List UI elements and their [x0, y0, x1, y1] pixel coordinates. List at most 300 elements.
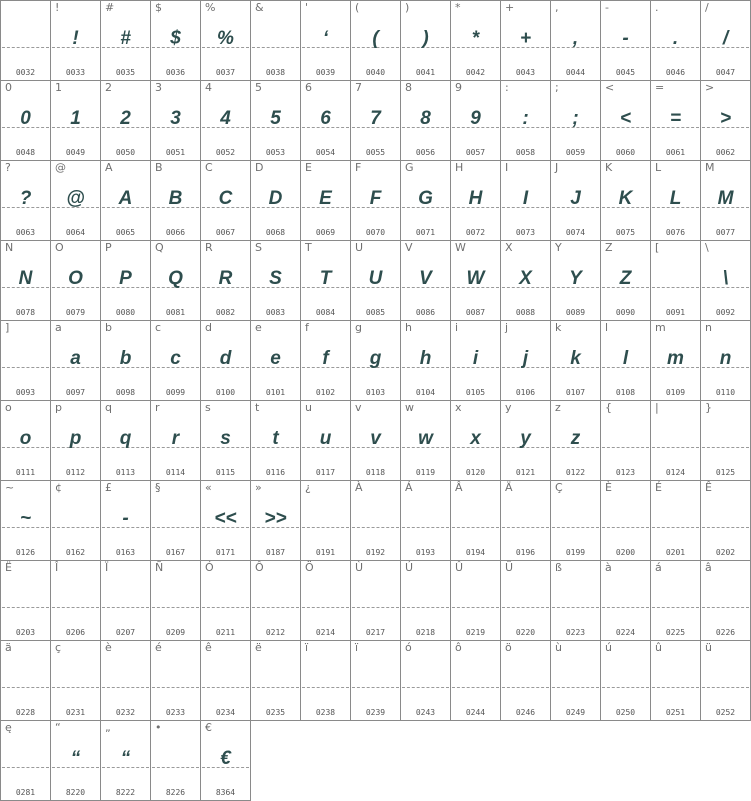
glyph-cell[interactable]: [51, 241, 101, 321]
glyph-cell[interactable]: [101, 721, 151, 801]
glyph-cell[interactable]: [351, 81, 401, 161]
glyph-cell[interactable]: [401, 481, 451, 561]
baseline-guide: [502, 527, 549, 528]
reference-character: G: [405, 161, 414, 174]
glyph-cell[interactable]: [301, 401, 351, 481]
character-code: 0211: [215, 628, 236, 637]
glyph-cell[interactable]: [551, 1, 601, 81]
glyph-cell[interactable]: [601, 81, 651, 161]
character-code: 0251: [665, 708, 686, 717]
glyph-cell[interactable]: [201, 401, 251, 481]
font-glyph: y: [520, 428, 531, 449]
glyph-cell[interactable]: [401, 401, 451, 481]
glyph-cell[interactable]: [101, 81, 151, 161]
glyph-cell[interactable]: [201, 1, 251, 81]
glyph-cell[interactable]: [601, 321, 651, 401]
baseline-guide: [452, 527, 499, 528]
glyph-cell[interactable]: [351, 1, 401, 81]
font-glyph: J: [570, 188, 581, 209]
reference-character: Ç: [555, 481, 563, 494]
glyph-cell[interactable]: [351, 321, 401, 401]
character-code: 0110: [715, 388, 736, 397]
glyph-cell[interactable]: [301, 161, 351, 241]
glyph-cell[interactable]: [701, 241, 751, 321]
glyph-cell[interactable]: [401, 241, 451, 321]
glyph-cell[interactable]: [501, 561, 551, 641]
font-glyph: D: [268, 188, 283, 209]
character-code: 0050: [115, 148, 136, 157]
glyph-cell[interactable]: [251, 401, 301, 481]
glyph-cell[interactable]: [151, 401, 201, 481]
reference-character: ä: [5, 641, 12, 654]
glyph-cell[interactable]: [51, 321, 101, 401]
character-code: 0107: [565, 388, 586, 397]
baseline-guide: [702, 447, 749, 448]
glyph-cell[interactable]: [351, 641, 401, 721]
glyph-cell[interactable]: [1, 561, 51, 641]
font-glyph: .: [672, 28, 679, 49]
glyph-cell[interactable]: [1, 321, 51, 401]
glyph-cell[interactable]: [101, 1, 151, 81]
glyph-cell[interactable]: [151, 81, 201, 161]
glyph-cell[interactable]: [601, 561, 651, 641]
glyph-cell[interactable]: [201, 321, 251, 401]
reference-character: N: [5, 241, 14, 254]
reference-character: D: [255, 161, 264, 174]
glyph-cell[interactable]: [1, 1, 51, 81]
baseline-guide: [402, 607, 449, 608]
reference-character: -: [605, 1, 609, 14]
character-code: 0223: [565, 628, 586, 637]
glyph-cell[interactable]: [51, 641, 101, 721]
reference-character: ê: [205, 641, 212, 654]
reference-character: b: [105, 321, 112, 334]
glyph-cell[interactable]: [401, 641, 451, 721]
glyph-cell[interactable]: [401, 161, 451, 241]
glyph-cell[interactable]: [651, 321, 701, 401]
glyph-cell[interactable]: [551, 561, 601, 641]
glyph-cell[interactable]: [401, 81, 451, 161]
glyph-cell[interactable]: [451, 481, 501, 561]
glyph-cell[interactable]: [101, 321, 151, 401]
character-code: 0101: [265, 388, 286, 397]
font-glyph: r: [171, 428, 180, 449]
glyph-cell[interactable]: [701, 641, 751, 721]
reference-character: #: [105, 1, 115, 14]
reference-character: 8: [405, 81, 412, 94]
reference-character: P: [105, 241, 112, 254]
glyph-cell[interactable]: [701, 81, 751, 161]
glyph-cell[interactable]: [51, 1, 101, 81]
font-glyph: h: [419, 348, 432, 369]
glyph-cell[interactable]: [351, 161, 401, 241]
glyph-cell[interactable]: [701, 1, 751, 81]
font-glyph: 0: [20, 108, 31, 129]
reference-character: „: [105, 721, 111, 734]
reference-character: E: [305, 161, 312, 174]
glyph-cell[interactable]: [151, 481, 201, 561]
glyph-cell[interactable]: [601, 401, 651, 481]
glyph-cell[interactable]: [101, 641, 151, 721]
glyph-cell[interactable]: [651, 1, 701, 81]
character-code: 0114: [165, 468, 186, 477]
reference-character: ë: [255, 641, 262, 654]
reference-character: ü: [705, 641, 712, 654]
reference-character: ï: [305, 641, 309, 654]
glyph-cell[interactable]: [151, 1, 201, 81]
glyph-cell[interactable]: [1, 481, 51, 561]
font-glyph: *: [471, 28, 480, 49]
glyph-cell[interactable]: [651, 481, 701, 561]
glyph-cell[interactable]: [701, 481, 751, 561]
font-glyph: o: [19, 428, 32, 449]
reference-character: {: [605, 401, 612, 414]
character-code: 0049: [65, 148, 86, 157]
reference-character: v: [355, 401, 362, 414]
font-glyph: (: [372, 28, 379, 49]
glyph-cell[interactable]: [651, 241, 701, 321]
glyph-cell[interactable]: [351, 401, 401, 481]
glyph-cell[interactable]: [201, 641, 251, 721]
font-glyph: a: [70, 348, 81, 369]
glyph-cell[interactable]: [201, 481, 251, 561]
glyph-cell[interactable]: [601, 481, 651, 561]
character-code: 0093: [15, 388, 36, 397]
glyph-cell[interactable]: [401, 321, 451, 401]
glyph-cell[interactable]: [151, 561, 201, 641]
reference-character: X: [505, 241, 513, 254]
glyph-cell[interactable]: [701, 321, 751, 401]
glyph-cell[interactable]: [451, 81, 501, 161]
glyph-cell[interactable]: [351, 561, 401, 641]
character-code: 0281: [15, 788, 36, 797]
glyph-cell[interactable]: [251, 321, 301, 401]
reference-character: ó: [405, 641, 412, 654]
character-code: 0076: [665, 228, 686, 237]
character-code: 0068: [265, 228, 286, 237]
reference-character: w: [405, 401, 414, 414]
character-code: 0243: [415, 708, 436, 717]
glyph-cell[interactable]: [401, 1, 451, 81]
glyph-cell[interactable]: [151, 241, 201, 321]
character-code: 0122: [565, 468, 586, 477]
reference-character: O: [55, 241, 64, 254]
reference-character: 5: [255, 81, 262, 94]
character-code: 0086: [415, 308, 436, 317]
character-code: 0250: [615, 708, 636, 717]
glyph-cell[interactable]: [601, 1, 651, 81]
glyph-cell[interactable]: [1, 81, 51, 161]
reference-character: j: [505, 321, 509, 334]
character-code: 0105: [465, 388, 486, 397]
glyph-cell[interactable]: [451, 1, 501, 81]
character-code: 0054: [315, 148, 336, 157]
glyph-cell[interactable]: [201, 81, 251, 161]
character-code: 0070: [365, 228, 386, 237]
glyph-cell[interactable]: [51, 481, 101, 561]
reference-character: K: [605, 161, 613, 174]
glyph-cell[interactable]: [51, 561, 101, 641]
reference-character: h: [405, 321, 412, 334]
glyph-cell[interactable]: [551, 161, 601, 241]
reference-character: ú: [605, 641, 612, 654]
character-code: 0041: [415, 68, 436, 77]
reference-character: Û: [455, 561, 464, 574]
reference-character: Ü: [505, 561, 514, 574]
character-code: 0108: [615, 388, 636, 397]
character-code: 0249: [565, 708, 586, 717]
reference-character: ': [305, 1, 309, 14]
reference-character: Ä: [505, 481, 513, 494]
character-code: 0232: [115, 708, 136, 717]
font-glyph: ‘: [322, 28, 329, 49]
font-glyph: ~: [19, 508, 32, 529]
glyph-cell[interactable]: [701, 161, 751, 241]
glyph-cell[interactable]: [1, 401, 51, 481]
baseline-guide: [102, 607, 149, 608]
character-code: 0212: [265, 628, 286, 637]
character-code: 0100: [215, 388, 236, 397]
reference-character: m: [655, 321, 666, 334]
glyph-cell[interactable]: [501, 1, 551, 81]
font-glyph: “: [120, 748, 131, 769]
glyph-cell[interactable]: [501, 401, 551, 481]
reference-character: ;: [555, 81, 559, 94]
glyph-cell[interactable]: [201, 721, 251, 801]
glyph-cell[interactable]: [101, 161, 151, 241]
reference-character: ): [405, 1, 410, 14]
reference-character: t: [255, 401, 260, 414]
character-code: 0055: [365, 148, 386, 157]
glyph-cell[interactable]: [551, 641, 601, 721]
character-code: 0066: [165, 228, 186, 237]
glyph-cell[interactable]: [251, 81, 301, 161]
glyph-cell[interactable]: [101, 401, 151, 481]
reference-character: ę: [5, 721, 12, 734]
reference-character: q: [105, 401, 112, 414]
character-code: 0207: [115, 628, 136, 637]
reference-character: >: [705, 81, 715, 94]
font-glyph: A: [118, 188, 133, 209]
reference-character: z: [555, 401, 561, 414]
character-code: 0115: [215, 468, 236, 477]
character-code: 0037: [215, 68, 236, 77]
reference-character: \: [705, 241, 709, 254]
glyph-cell[interactable]: [151, 161, 201, 241]
glyph-cell[interactable]: [451, 641, 501, 721]
glyph-cell[interactable]: [251, 161, 301, 241]
glyph-cell[interactable]: [151, 721, 201, 801]
character-code: 0097: [65, 388, 86, 397]
glyph-cell[interactable]: [651, 401, 701, 481]
glyph-cell[interactable]: [301, 481, 351, 561]
glyph-cell[interactable]: [451, 561, 501, 641]
reference-character: C: [205, 161, 213, 174]
reference-character: 2: [105, 81, 112, 94]
font-glyph: >>: [264, 508, 287, 529]
font-glyph: q: [119, 428, 132, 449]
reference-character: ï: [355, 641, 359, 654]
glyph-cell[interactable]: [301, 561, 351, 641]
glyph-cell[interactable]: [701, 401, 751, 481]
baseline-guide: [502, 607, 549, 608]
character-code: 0219: [465, 628, 486, 637]
reference-character: .: [655, 1, 659, 14]
character-code: 0047: [715, 68, 736, 77]
font-glyph: H: [468, 188, 483, 209]
reference-character: *: [455, 1, 461, 14]
reference-character: •: [155, 721, 162, 734]
baseline-guide: [252, 687, 299, 688]
glyph-cell[interactable]: [251, 561, 301, 641]
glyph-cell[interactable]: [451, 321, 501, 401]
glyph-cell[interactable]: [501, 481, 551, 561]
character-code: 0111: [15, 468, 36, 477]
glyph-cell[interactable]: [601, 161, 651, 241]
font-glyph: B: [168, 188, 183, 209]
glyph-cell[interactable]: [501, 241, 551, 321]
character-code: 0042: [465, 68, 486, 77]
character-code: 8226: [165, 788, 186, 797]
reference-character: ?: [5, 161, 11, 174]
character-code: 0057: [465, 148, 486, 157]
glyph-cell[interactable]: [401, 561, 451, 641]
glyph-cell[interactable]: [51, 161, 101, 241]
glyph-cell[interactable]: [51, 81, 101, 161]
glyph-cell[interactable]: [201, 561, 251, 641]
character-code: 0104: [415, 388, 436, 397]
glyph-cell[interactable]: [251, 641, 301, 721]
glyph-cell[interactable]: [151, 641, 201, 721]
reference-character: y: [505, 401, 512, 414]
glyph-cell[interactable]: [1, 161, 51, 241]
glyph-cell[interactable]: [651, 641, 701, 721]
font-glyph: M: [717, 188, 734, 209]
glyph-cell[interactable]: [651, 561, 701, 641]
font-glyph: P: [119, 268, 132, 289]
glyph-cell[interactable]: [451, 401, 501, 481]
glyph-cell[interactable]: [301, 641, 351, 721]
font-glyph: 4: [220, 108, 231, 129]
glyph-cell[interactable]: [551, 481, 601, 561]
font-glyph: E: [319, 188, 332, 209]
glyph-cell[interactable]: [101, 241, 151, 321]
glyph-cell[interactable]: [1, 241, 51, 321]
glyph-cell[interactable]: [201, 161, 251, 241]
glyph-cell[interactable]: [501, 321, 551, 401]
font-glyph: 1: [70, 108, 81, 129]
baseline-guide: [552, 527, 599, 528]
font-glyph: S: [269, 268, 282, 289]
glyph-cell[interactable]: [1, 641, 51, 721]
glyph-cell[interactable]: [1, 721, 51, 801]
glyph-cell[interactable]: [301, 241, 351, 321]
glyph-cell[interactable]: [651, 81, 701, 161]
glyph-cell[interactable]: [101, 481, 151, 561]
character-code: 0113: [115, 468, 136, 477]
glyph-cell[interactable]: [551, 321, 601, 401]
glyph-cell[interactable]: [301, 1, 351, 81]
reference-character: d: [205, 321, 212, 334]
character-code: 0228: [15, 708, 36, 717]
character-code: 0238: [315, 708, 336, 717]
glyph-cell[interactable]: [351, 241, 401, 321]
glyph-cell[interactable]: [101, 561, 151, 641]
character-code: 0032: [15, 68, 36, 77]
glyph-cell[interactable]: [501, 641, 551, 721]
reference-character: e: [255, 321, 262, 334]
glyph-cell[interactable]: [551, 81, 601, 161]
font-glyph: $: [170, 28, 181, 49]
font-glyph: U: [368, 268, 383, 289]
glyph-cell[interactable]: [651, 161, 701, 241]
font-glyph: v: [370, 428, 381, 449]
character-code: 0209: [165, 628, 186, 637]
reference-character: ¢: [55, 481, 62, 494]
font-glyph: s: [220, 428, 231, 449]
glyph-cell[interactable]: [351, 481, 401, 561]
character-code: 0039: [315, 68, 336, 77]
glyph-cell[interactable]: [251, 241, 301, 321]
glyph-cell[interactable]: [51, 401, 101, 481]
glyph-cell[interactable]: [151, 321, 201, 401]
glyph-cell[interactable]: [451, 241, 501, 321]
character-code: 0044: [565, 68, 586, 77]
glyph-cell[interactable]: [501, 161, 551, 241]
reference-character: u: [305, 401, 312, 414]
glyph-cell[interactable]: [301, 321, 351, 401]
font-glyph: u: [319, 428, 332, 449]
glyph-cell[interactable]: [551, 401, 601, 481]
glyph-cell[interactable]: [251, 1, 301, 81]
glyph-cell[interactable]: [601, 641, 651, 721]
font-glyph: !: [72, 28, 79, 49]
character-code: 0202: [715, 548, 736, 557]
glyph-cell[interactable]: [451, 161, 501, 241]
glyph-cell[interactable]: [601, 241, 651, 321]
reference-character: 0: [5, 81, 12, 94]
reference-character: é: [155, 641, 162, 654]
baseline-guide: [702, 687, 749, 688]
baseline-guide: [302, 607, 349, 608]
baseline-guide: [152, 767, 199, 768]
reference-character: i: [455, 321, 459, 334]
character-code: 0046: [665, 68, 686, 77]
character-code: 0048: [15, 148, 36, 157]
character-code: 0077: [715, 228, 736, 237]
font-glyph: >: [719, 108, 732, 129]
baseline-guide: [602, 527, 649, 528]
baseline-guide: [252, 607, 299, 608]
glyph-cell[interactable]: [51, 721, 101, 801]
glyph-cell[interactable]: [201, 241, 251, 321]
font-glyph: ,: [572, 28, 579, 49]
baseline-guide: [402, 687, 449, 688]
font-glyph: /: [722, 28, 729, 49]
glyph-cell[interactable]: [701, 561, 751, 641]
character-code: 0038: [265, 68, 286, 77]
reference-character: l: [605, 321, 609, 334]
glyph-cell[interactable]: [301, 81, 351, 161]
glyph-cell[interactable]: [551, 241, 601, 321]
font-glyph: c: [170, 348, 181, 369]
baseline-guide: [302, 527, 349, 528]
baseline-guide: [302, 687, 349, 688]
reference-character: o: [5, 401, 12, 414]
glyph-cell[interactable]: [501, 81, 551, 161]
glyph-cell[interactable]: [251, 481, 301, 561]
character-code: 8364: [215, 788, 236, 797]
